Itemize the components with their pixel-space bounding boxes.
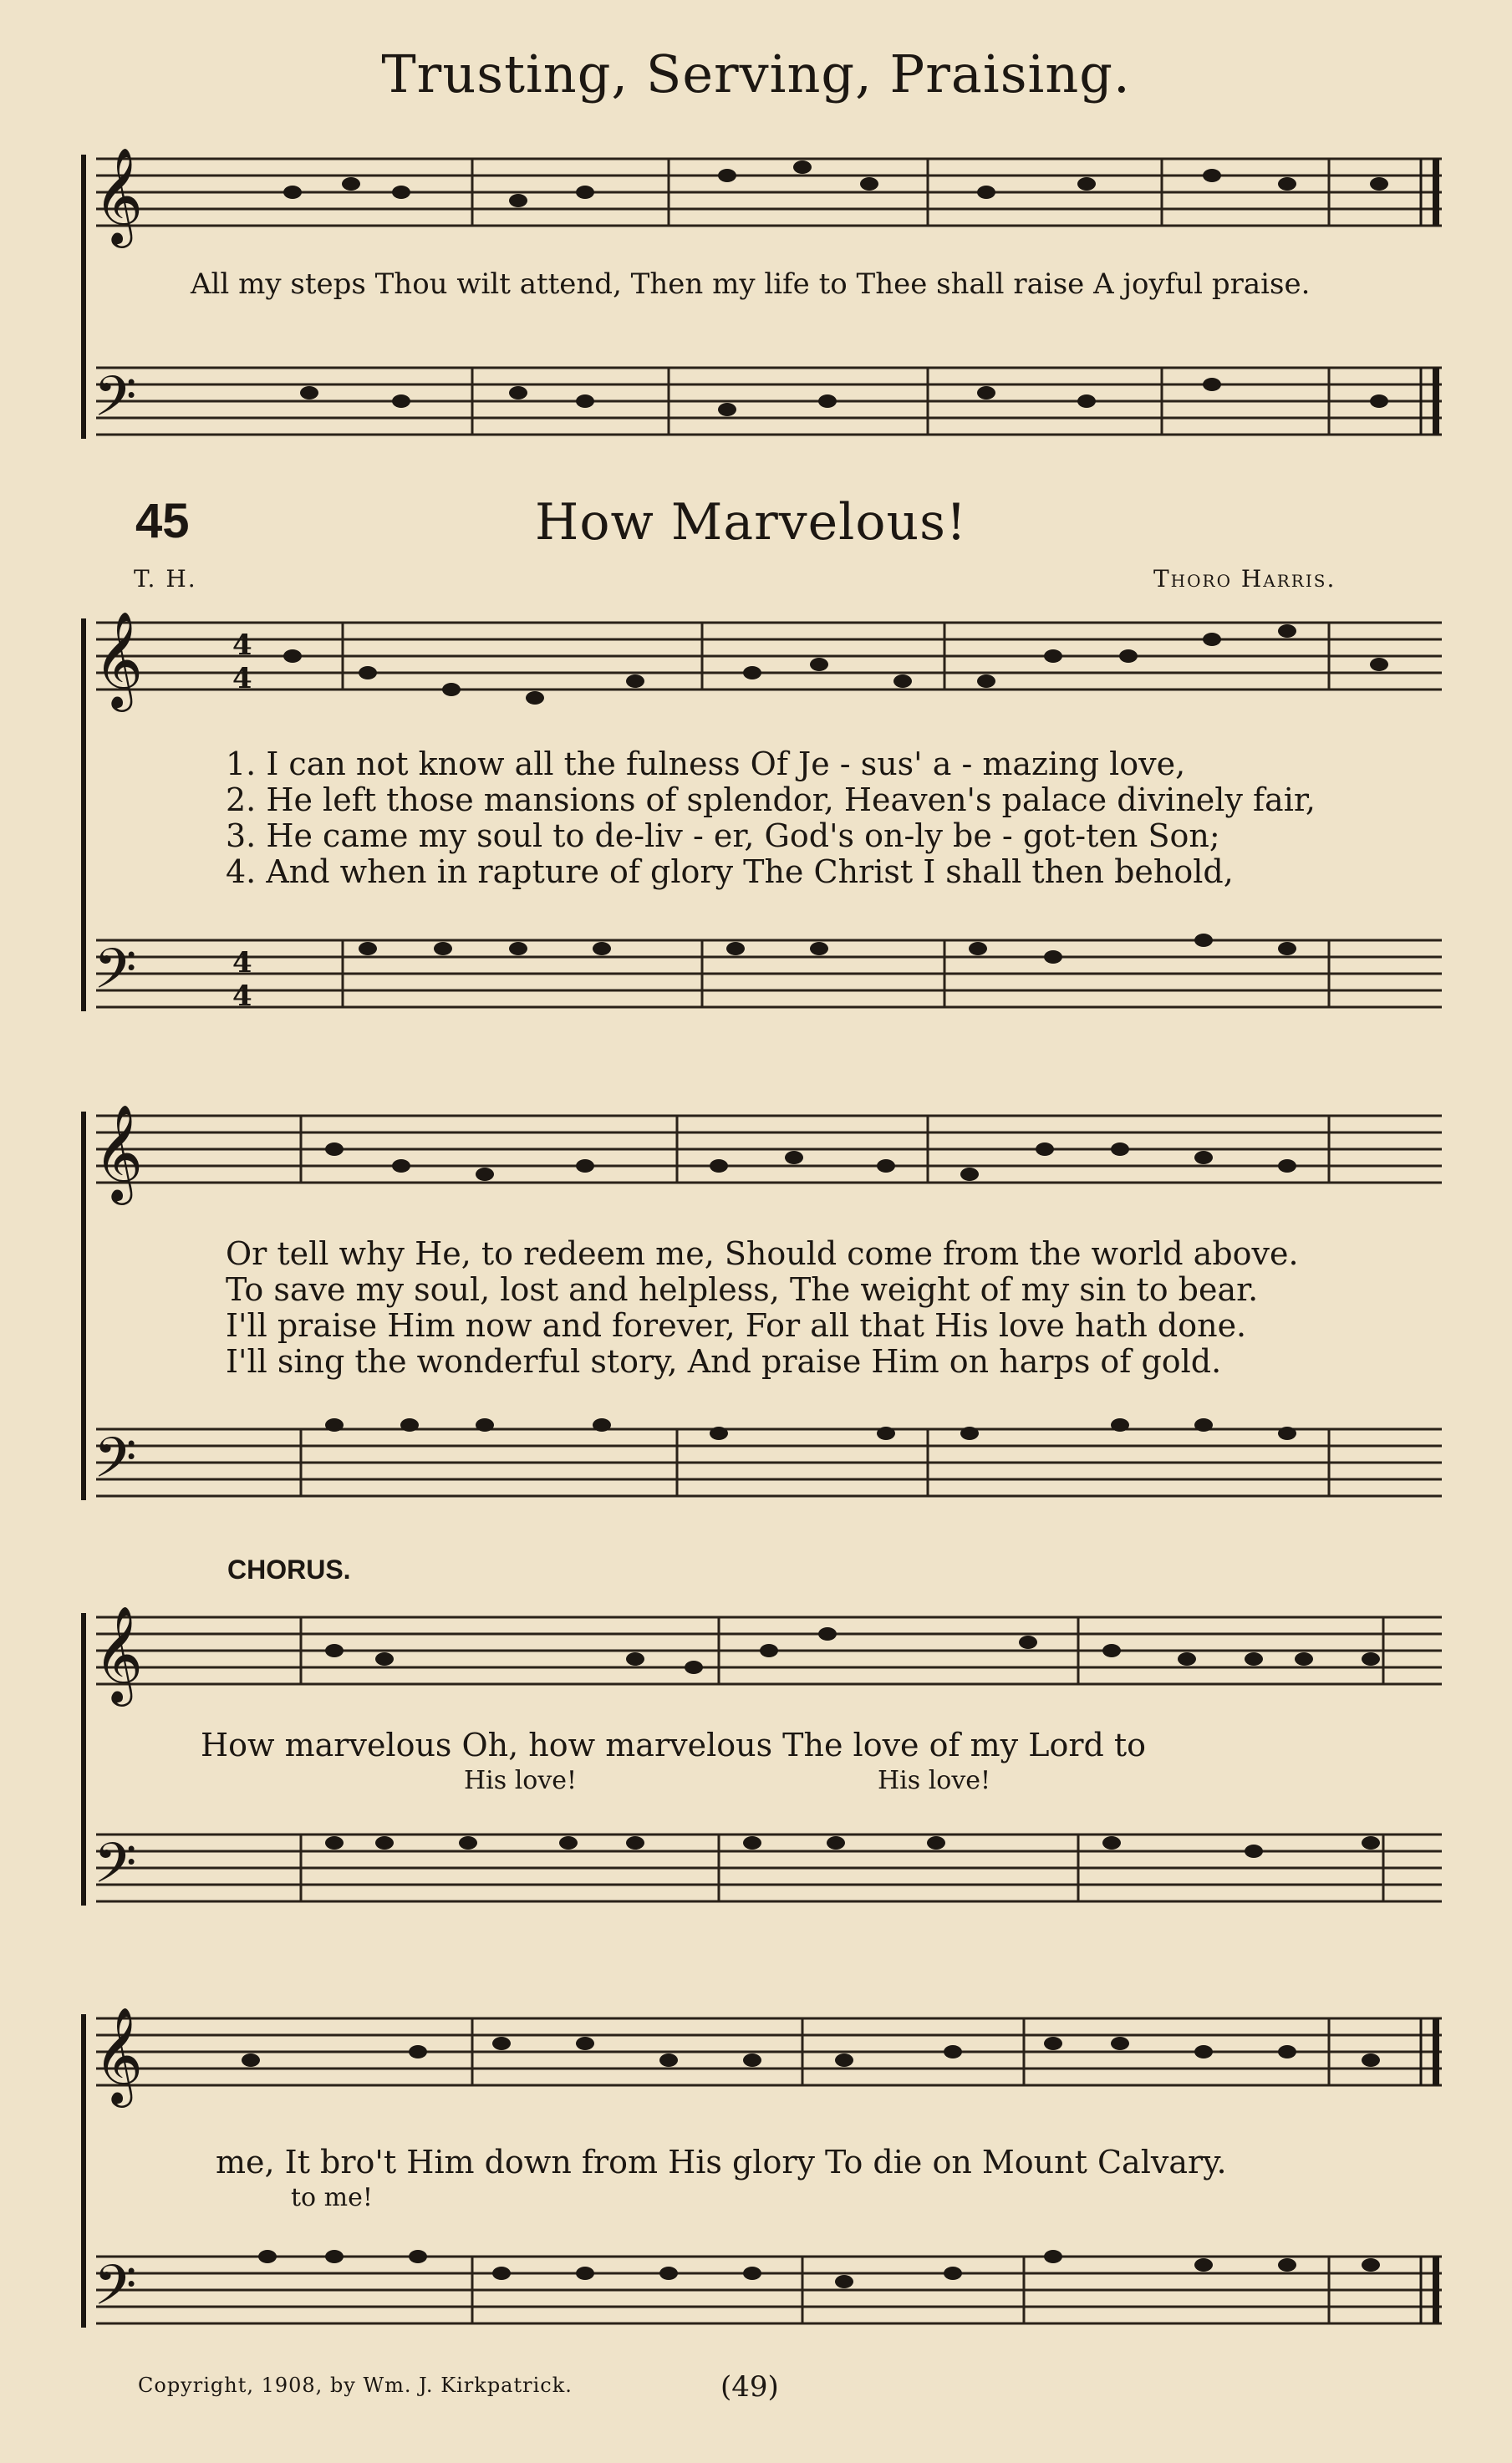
svg-text:𝄞: 𝄞: [94, 146, 144, 244]
verse-3-line-1: 3. He came my soul to de-liv - er, God's on-ly be - got-ten Son;: [226, 817, 1220, 854]
copyright-notice: Copyright, 1908, by Wm. J. Kirkpatrick.: [138, 2374, 573, 2397]
svg-text:𝄢: 𝄢: [94, 2253, 137, 2331]
chorus-echo-1b: His love!: [878, 1766, 991, 1795]
chorus-echo-1a: His love!: [464, 1766, 578, 1795]
page-number: (49): [720, 2370, 779, 2404]
verse-3-line-2: I'll praise Him now and forever, For all that His love hath done.: [226, 1307, 1247, 1344]
top-hymn-lyric: All my steps Thou wilt attend, Then my life to Thee shall raise A joyful praise.: [191, 267, 1311, 301]
svg-text:𝄞: 𝄞: [94, 1605, 144, 1702]
top-hymn-title: Trusting, Serving, Praising.: [381, 43, 1131, 104]
verse-4-line-1: 4. And when in rapture of glory The Christ I shall then behold,: [226, 853, 1234, 890]
hymn-number: 45: [135, 494, 190, 548]
svg-text:𝄢: 𝄢: [94, 937, 137, 1015]
svg-text:𝄢: 𝄢: [94, 1831, 137, 1909]
verse-2-line-1: 2. He left those mansions of splendor, Heaven's palace divinely fair,: [226, 781, 1316, 818]
chorus-line-1: How marvelous Oh, how marvelous The love of my Lord to: [201, 1727, 1147, 1763]
svg-text:𝄢: 𝄢: [94, 1426, 137, 1504]
svg-text:4: 4: [232, 980, 252, 1013]
svg-text:𝄞: 𝄞: [94, 2006, 144, 2104]
svg-text:𝄞: 𝄞: [94, 1103, 144, 1201]
svg-text:4: 4: [232, 946, 252, 980]
verse-2-line-2: To save my soul, lost and helpless, The weight of my sin to bear.: [226, 1271, 1259, 1308]
svg-text:4: 4: [232, 628, 252, 662]
verse-4-line-2: I'll sing the wonderful story, And praise Him on harps of gold.: [226, 1343, 1222, 1380]
svg-text:4: 4: [232, 662, 252, 695]
hymn-title: How Marvelous!: [535, 493, 968, 552]
composer-name: Thoro Harris.: [1153, 565, 1336, 593]
svg-text:𝄢: 𝄢: [94, 364, 137, 442]
verse-1-line-1: 1. I can not know all the fulness Of Je - sus' a - mazing love,: [226, 746, 1186, 782]
chorus-label: CHORUS.: [227, 1555, 351, 1585]
svg-text:𝄞: 𝄞: [94, 610, 144, 708]
chorus-echo-2: to me!: [291, 2183, 373, 2212]
chorus-line-2: me, It bro't Him down from His glory To die on Mount Calvary.: [216, 2144, 1227, 2181]
verse-1-line-2: Or tell why He, to redeem me, Should come from the world above.: [226, 1235, 1299, 1272]
author-initials: T. H.: [134, 565, 197, 593]
